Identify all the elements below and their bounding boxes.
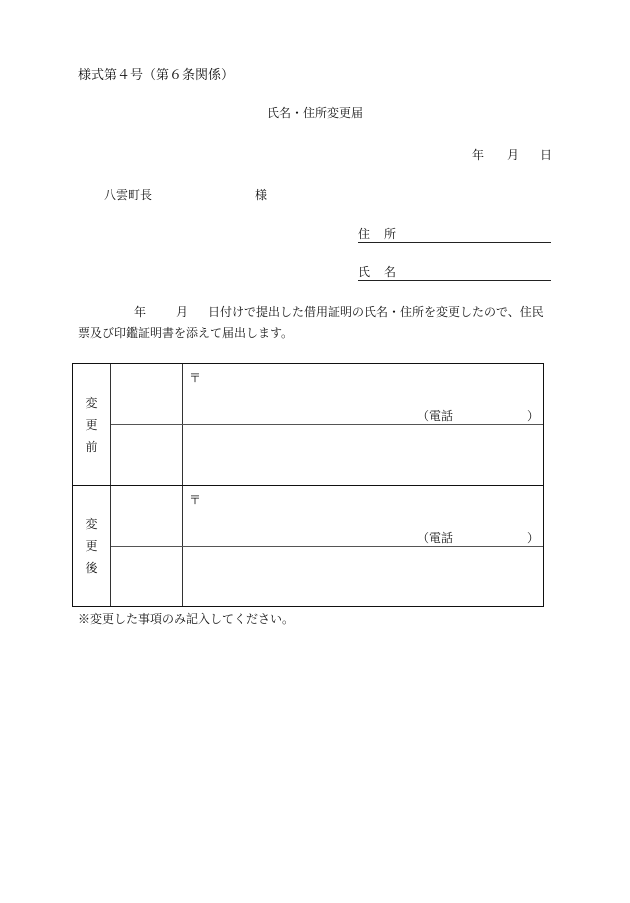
label-before: [73, 364, 111, 485]
footnote: ※変更した事項のみ記入してください。: [78, 612, 295, 626]
label-after-char-2: 更: [85, 539, 98, 553]
addressee-name: 八雲町長: [104, 188, 153, 202]
address-field[interactable]: [358, 225, 551, 243]
body-paragraph: [78, 302, 552, 344]
section-after: [73, 485, 543, 606]
name-field[interactable]: [358, 263, 551, 281]
postal-mark-after: 〒: [189, 493, 202, 507]
name-label: 氏名: [358, 265, 411, 279]
phone-label-after: （電話: [417, 531, 454, 545]
body-text-1: 日付けで提出した借用証明の氏名・住所を変更したので、住民: [208, 305, 544, 319]
row-divider: [111, 424, 543, 425]
phone-before[interactable]: [417, 407, 540, 424]
label-after: [73, 486, 111, 606]
label-after-char-3: 後: [85, 561, 98, 575]
addressee-honorific: 様: [255, 188, 268, 202]
phone-after[interactable]: [417, 529, 540, 546]
address-label: 住所: [358, 227, 411, 241]
row-divider: [111, 546, 543, 547]
body-year: 年: [134, 305, 147, 319]
body-text-2: 票及び印鑑証明書を添えて届出します。: [78, 326, 294, 340]
document-title: 氏名・住所変更届: [266, 106, 363, 120]
body-month: 月: [176, 305, 189, 319]
change-table: [72, 363, 544, 607]
date-year: 年: [472, 148, 485, 162]
phone-close-after: ）: [527, 531, 540, 545]
label-after-char-1: 変: [85, 517, 98, 531]
phone-close-before: ）: [527, 409, 540, 423]
date-day: 日: [540, 148, 553, 162]
label-before-char-1: 変: [85, 395, 98, 410]
section-before: [73, 364, 543, 485]
postal-mark-before: 〒: [189, 371, 202, 385]
form-number: 様式第４号（第６条関係）: [78, 68, 235, 83]
label-before-char-3: 前: [85, 439, 98, 454]
label-before-char-2: 更: [85, 417, 98, 432]
phone-label-before: （電話: [417, 409, 454, 423]
date-month: 月: [507, 148, 520, 162]
